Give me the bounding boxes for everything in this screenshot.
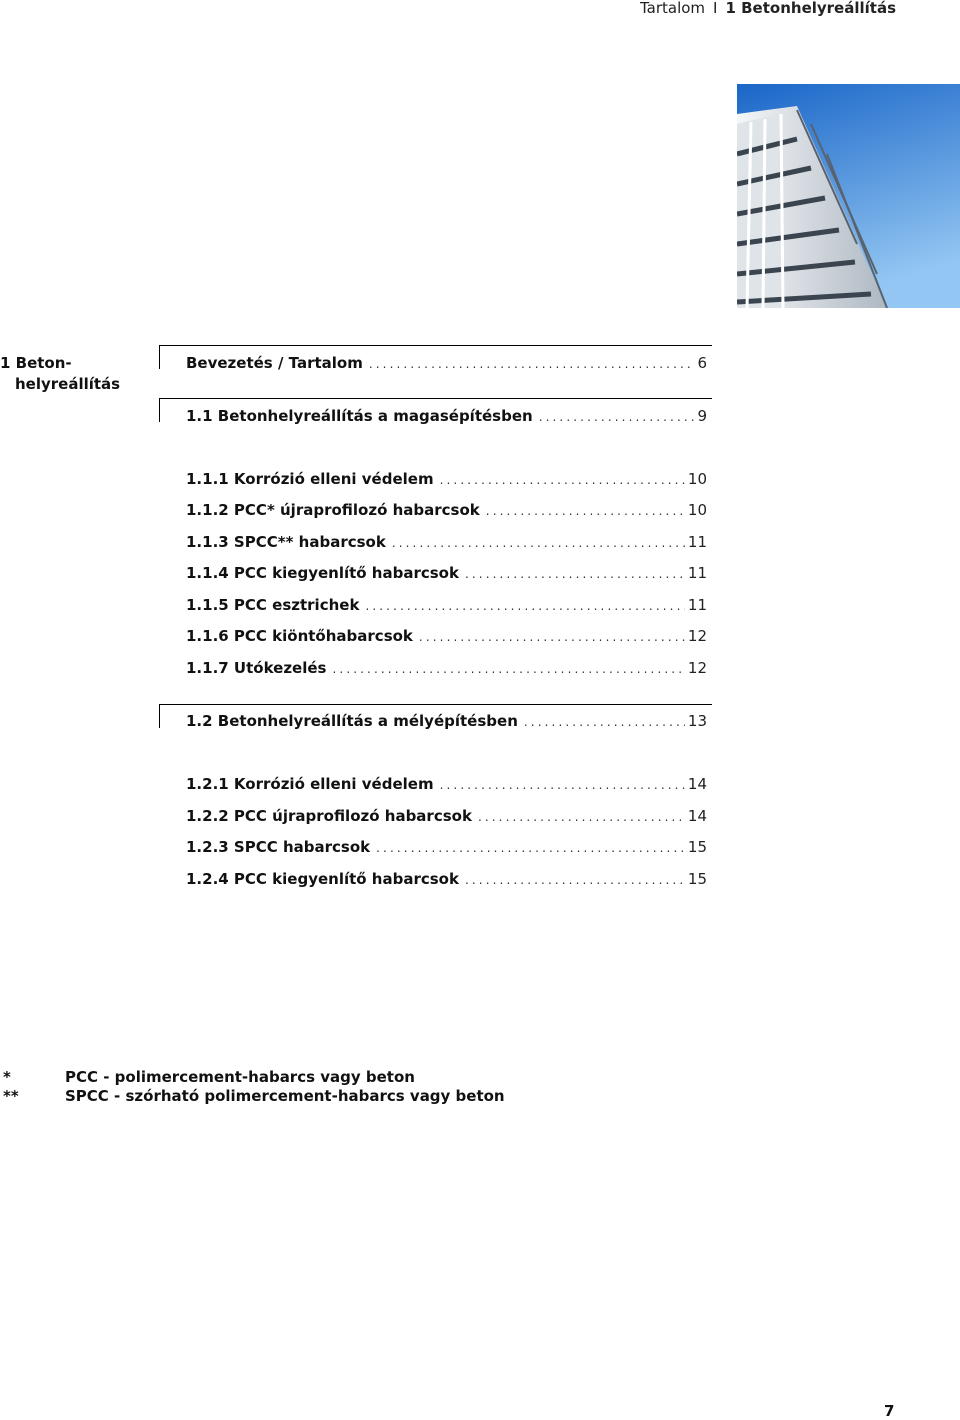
toc-entry-page: 15 bbox=[687, 838, 707, 856]
toc-entry-label: 1.2.2 PCC újraprofilozó habarcsok bbox=[186, 807, 472, 825]
toc-entry-page: 14 bbox=[687, 775, 707, 793]
toc-leader bbox=[369, 355, 695, 373]
toc-entry[interactable] bbox=[186, 406, 707, 426]
header-chapter: 1 Betonhelyreállítás bbox=[725, 0, 896, 17]
toc-leader bbox=[419, 628, 685, 646]
section-rule bbox=[160, 398, 712, 399]
toc-entry[interactable] bbox=[186, 353, 707, 373]
toc-entry-page: 10 bbox=[687, 470, 707, 488]
toc-entry[interactable] bbox=[186, 658, 707, 678]
toc-entry[interactable] bbox=[186, 869, 707, 889]
toc-leader bbox=[440, 471, 685, 489]
chapter-title-line2: helyreállítás bbox=[15, 375, 121, 393]
footnote bbox=[3, 1087, 505, 1106]
toc-entry-label: 1.1.2 PCC* újraprofilozó habarcsok bbox=[186, 501, 480, 519]
footnote-text: PCC - polimercement-habarcs vagy beton bbox=[65, 1068, 415, 1086]
toc-entry-label: 1.1.7 Utókezelés bbox=[186, 659, 327, 677]
toc-entry-label: 1.2.3 SPCC habarcsok bbox=[186, 838, 371, 856]
toc-entry-label: 1.1.4 PCC kiegyenlítő habarcsok bbox=[186, 564, 459, 582]
section-rule bbox=[160, 704, 712, 705]
footnote-text: SPCC - szórható polimercement-habarcs vagy beton bbox=[65, 1087, 505, 1105]
toc-entry-label: 1.1 Betonhelyreállítás a magasépítésben bbox=[186, 407, 533, 425]
toc-leader bbox=[524, 713, 685, 731]
chapter-title-line1: 1 Beton- bbox=[0, 354, 72, 372]
toc-leader bbox=[478, 808, 685, 826]
footnote-mark: ** bbox=[3, 1087, 19, 1105]
running-header bbox=[640, 0, 896, 16]
toc-entry[interactable] bbox=[186, 469, 707, 489]
toc-entry[interactable] bbox=[186, 500, 707, 520]
toc-entry-label: 1.2 Betonhelyreállítás a mélyépítésben bbox=[186, 712, 518, 730]
header-separator: I bbox=[713, 0, 718, 17]
toc-leader bbox=[539, 408, 695, 426]
toc-entry[interactable] bbox=[186, 837, 707, 857]
toc-entry-label: 1.1.3 SPCC** habarcsok bbox=[186, 533, 386, 551]
toc-leader bbox=[440, 776, 685, 794]
toc-entry[interactable] bbox=[186, 711, 707, 731]
toc-entry-page: 6 bbox=[697, 354, 707, 372]
toc-entry-page: 11 bbox=[687, 564, 707, 582]
footnote bbox=[3, 1068, 505, 1087]
toc-entry[interactable] bbox=[186, 626, 707, 646]
toc-entry-page: 14 bbox=[687, 807, 707, 825]
toc-entry-page: 9 bbox=[697, 407, 707, 425]
toc-entry[interactable] bbox=[186, 806, 707, 826]
page-number: 7 bbox=[884, 1402, 895, 1420]
toc-entry-page: 11 bbox=[687, 596, 707, 614]
building-photo bbox=[737, 84, 960, 308]
toc-entry-label: Bevezetés / Tartalom bbox=[186, 354, 363, 372]
toc-leader bbox=[392, 534, 685, 552]
toc-leader bbox=[465, 871, 685, 889]
chapter-title bbox=[0, 353, 120, 395]
toc-entry-page: 12 bbox=[687, 627, 707, 645]
toc-entry-page: 15 bbox=[687, 870, 707, 888]
toc-leader bbox=[486, 502, 685, 520]
toc-tick bbox=[159, 345, 160, 369]
toc-entry-label: 1.1.1 Korrózió elleni védelem bbox=[186, 470, 434, 488]
toc-leader bbox=[365, 597, 684, 615]
footnote-mark: * bbox=[3, 1068, 11, 1086]
toc-leader bbox=[332, 660, 684, 678]
toc-entry[interactable] bbox=[186, 595, 707, 615]
toc-entry[interactable] bbox=[186, 532, 707, 552]
toc-entry[interactable] bbox=[186, 774, 707, 794]
toc-leader bbox=[465, 565, 685, 583]
toc-entry-label: 1.1.5 PCC esztrichek bbox=[186, 596, 360, 614]
toc-entry-page: 12 bbox=[687, 659, 707, 677]
footnotes bbox=[3, 1068, 505, 1106]
header-section: Tartalom bbox=[639, 0, 706, 17]
toc-entry-page: 13 bbox=[687, 712, 707, 730]
toc-top-rule bbox=[160, 345, 712, 346]
toc-entry-label: 1.2.1 Korrózió elleni védelem bbox=[186, 775, 434, 793]
section-tick bbox=[159, 398, 160, 422]
toc-entry-label: 1.2.4 PCC kiegyenlítő habarcsok bbox=[186, 870, 459, 888]
toc-entry[interactable] bbox=[186, 563, 707, 583]
toc-entry-page: 10 bbox=[687, 501, 707, 519]
toc-leader bbox=[376, 839, 685, 857]
toc-entry-label: 1.1.6 PCC kiöntőhabarcsok bbox=[186, 627, 413, 645]
toc-entry-page: 11 bbox=[687, 533, 707, 551]
section-tick bbox=[159, 704, 160, 728]
